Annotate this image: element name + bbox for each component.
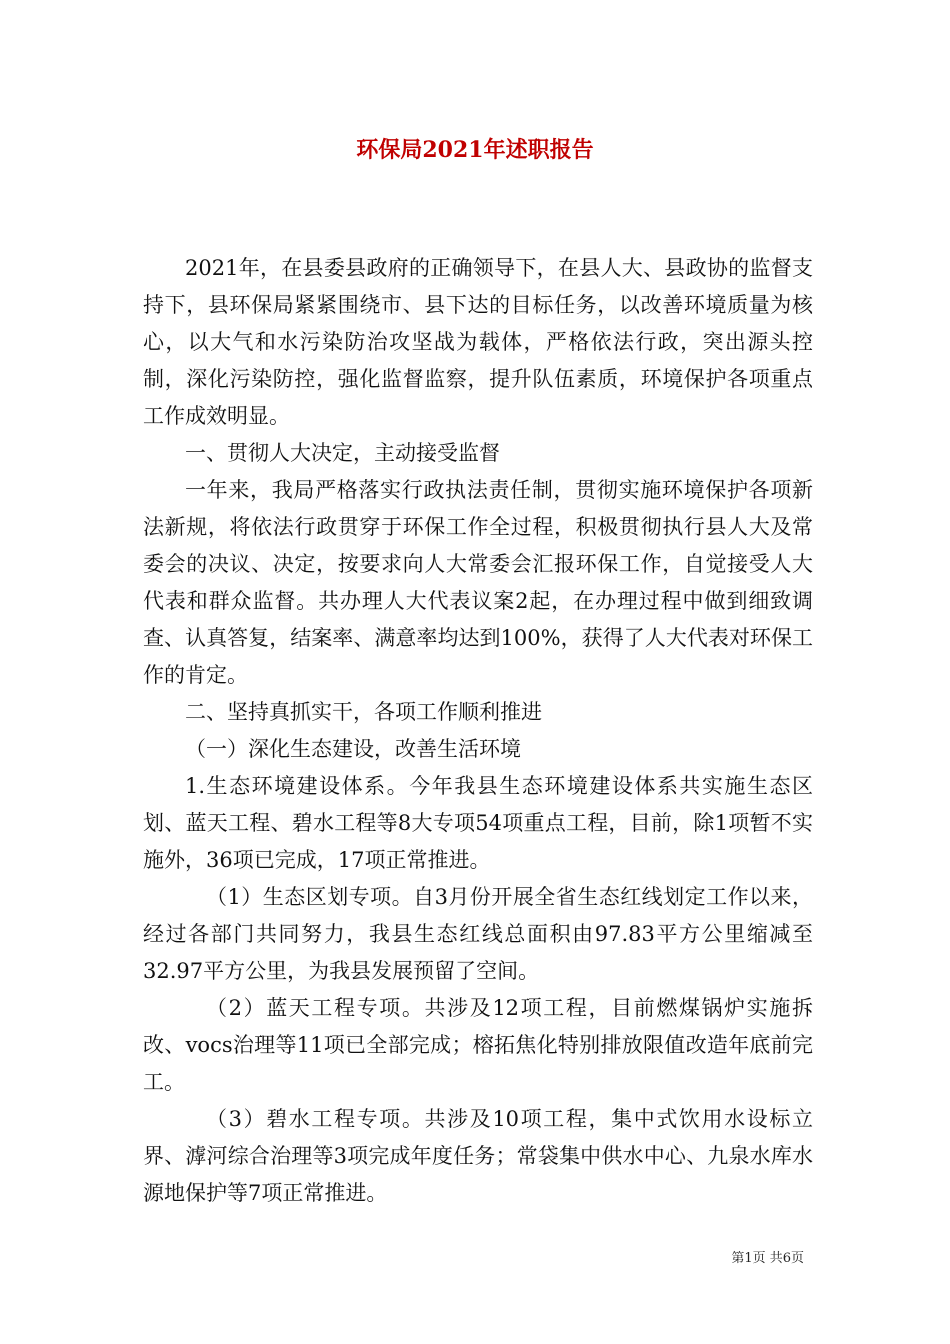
document-body bbox=[143, 250, 813, 1212]
paragraph-intro: 2021年，在县委县政府的正确领导下，在县人大、县政协的监督支持下，县环保局紧紧围绕市、县下达的目标任务，以改善环境质量为核心，以大气和水污染防治攻坚战为载体，严格依法行政，突出源头控制，深化污染防控，强化监督监察，提升队伍素质，环境保护各项重点工作成效明显。 bbox=[143, 256, 813, 428]
document-title: 环保局2021年述职报告 bbox=[356, 137, 594, 163]
page-number-footer: 第1页 共6页 bbox=[731, 1251, 804, 1266]
paragraph-sub-item-3: （3）碧水工程专项。共涉及10项工程，集中式饮用水设标立界、滹河综合治理等3项完成年度任务；常袋集中供水中心、九泉水库水源地保护等7项正常推进。 bbox=[143, 1107, 813, 1205]
subsection-heading-1: （一）深化生态建设，改善生活环境 bbox=[185, 737, 521, 761]
paragraph-item-1: 1.生态环境建设体系。今年我县生态环境建设体系共实施生态区划、蓝天工程、碧水工程等8大专项54项重点工程，目前，除1项暂不实施外，36项已完成，17项正常推进。 bbox=[143, 774, 813, 872]
paragraph-section-1: 一年来，我局严格落实行政执法责任制，贯彻实施环境保护各项新法新规，将依法行政贯穿于环保工作全过程，积极贯彻执行县人大及常委会的决议、决定，按要求向人大常委会汇报环保工作，自觉接受人大代表和群众监督。共办理人大代表议案2起，在办理过程中做到细致调查、认真答复，结案率、满意率均达到100%，获得了人大代表对环保工作的肯定。 bbox=[143, 478, 813, 687]
paragraph-sub-item-2: （2）蓝天工程专项。共涉及12项工程，目前燃煤锅炉实施拆改、vocs治理等11项已全部完成；榕拓焦化特别排放限值改造年底前完工。 bbox=[143, 996, 813, 1094]
section-heading-2: 二、坚持真抓实干，各项工作顺利推进 bbox=[185, 700, 542, 724]
section-heading-1: 一、贯彻人大决定，主动接受监督 bbox=[185, 441, 500, 465]
paragraph-sub-item-1: （1）生态区划专项。自3月份开展全省生态红线划定工作以来，经过各部门共同努力，我县生态红线总面积由97.83平方公里缩减至32.97平方公里，为我县发展预留了空间。 bbox=[143, 885, 813, 983]
